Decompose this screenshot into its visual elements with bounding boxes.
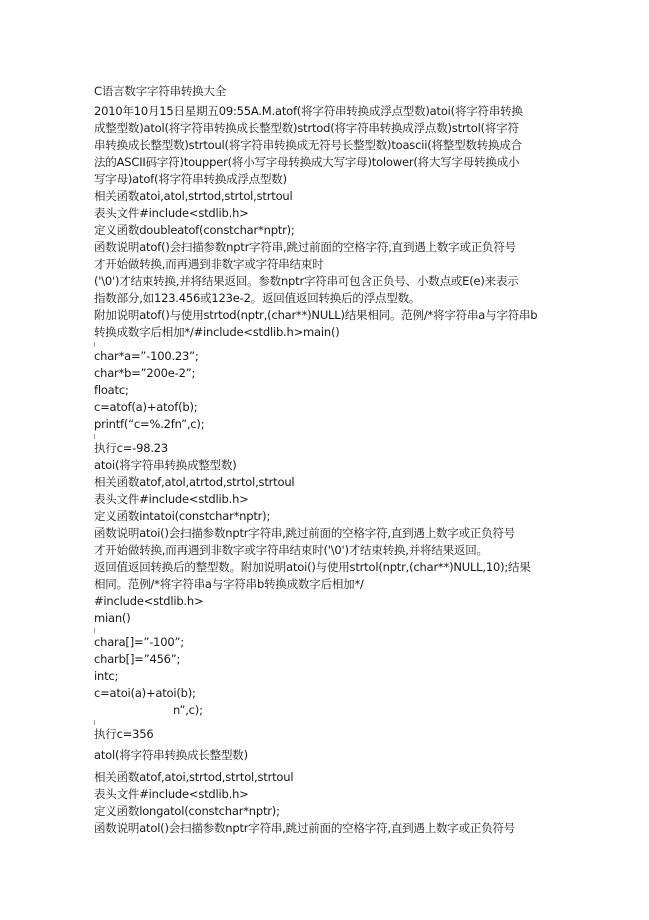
text-line: 定义函数longatol(constchar*nptr); (94, 804, 280, 818)
code-line: c=atoi(a)+atoi(b); (94, 686, 196, 700)
code-line: #include<stdlib.h> (94, 594, 204, 608)
code-line: charb[]=”456”; (94, 652, 181, 666)
code-line: intc; (94, 669, 119, 683)
text-line: 转换成数字后相加*/#include<stdlib.h>main() (94, 325, 340, 339)
text-line: 函数说明atof()会扫描参数nptr字符串,跳过前面的空格字符,直到遇上数字或正负符号 (94, 240, 516, 254)
text-line: 定义函数intatoi(constchar*nptr); (94, 509, 271, 523)
text-line: 法的ASCII码字符)toupper(将小写字母转换成大写字母)tolower(将大写字母转换成小 (94, 155, 520, 169)
code-line: printf(“c=%.2fn”,c); (94, 417, 205, 431)
text-line: 才开始做转换,而再遇到非数字或字符串结束时 (94, 257, 324, 271)
code-line: chara[]=”-100”; (94, 635, 184, 649)
text-line: 串转换成长整型数)strtoul(将字符串转换成无符号长整型数)toascii(将整型数转换成合 (94, 138, 522, 152)
text-line: 函数说明atoi()会扫描参数nptr字符串,跳过前面的空格字符,直到遇上数字或正负符号 (94, 526, 516, 540)
code-line: n”,c); (173, 703, 203, 717)
text-line: ('\0')才结束转换,并将结果返回。参数nptr字符串可包含正负号、小数点或E(e)来表示 (94, 274, 519, 288)
text-line: 成整型数)atol(将字符串转换成长整型数)strtod(将字符串转换成浮点数)strtol(将字符 (94, 121, 519, 135)
tick-mark (94, 720, 95, 725)
text-line: 定义函数doubleatof(constchar*nptr); (94, 223, 295, 237)
section-heading: atol(将字符串转换成长整型数) (94, 748, 248, 762)
text-line: 指数部分,如123.456或123e-2。返回值返回转换后的浮点型数。 (94, 291, 421, 305)
text-line: 附加说明atof()与使用strtod(nptr,(char**)NULL)结果相同。范例/*将字符串a与字符串b (94, 308, 538, 322)
text-line: 相同。范例/*将字符串a与字符串b转换成数字后相加*/ (94, 577, 364, 591)
text-line: 相关函数atof,atol,atrtod,strtol,strtoul (94, 475, 295, 489)
text-line: 写字母)atof(将字符串转换成浮点型数) (94, 172, 287, 186)
text-line: 执行c=356 (94, 727, 154, 741)
text-line: 执行c=-98.23 (94, 441, 169, 455)
text-line: 才开始做转换,而再遇到非数字或字符串结束时('\0')才结束转换,并将结果返回。 (94, 543, 488, 557)
tick-mark (94, 342, 95, 347)
code-line: c=atof(a)+atof(b); (94, 400, 198, 414)
text-line: 表头文件#include<stdlib.h> (94, 492, 249, 506)
text-line: 函数说明atol()会扫描参数nptr字符串,跳过前面的空格字符,直到遇上数字或正负符号 (94, 821, 516, 835)
tick-mark (94, 628, 95, 633)
text-line: 表头文件#include<stdlib.h> (94, 787, 249, 801)
code-line: char*a=”-100.23”; (94, 349, 199, 363)
text-line: 表头文件#include<stdlib.h> (94, 206, 249, 220)
text-line: 2010年10月15日星期五09:55A.M.atof(将字符串转换成浮点型数)atoi(将字符串转换 (94, 104, 523, 118)
text-line: 相关函数atoi,atol,strtod,strtol,strtoul (94, 189, 293, 203)
code-line: char*b=”200e-2”; (94, 366, 196, 380)
text-line: 返回值返回转换后的整型数。附加说明atoi()与使用strtol(nptr,(char**)NULL,10);结果 (94, 560, 531, 574)
section-heading: atoi(将字符串转换成整型数) (94, 458, 237, 472)
code-line: mian() (94, 611, 131, 625)
tick-mark (94, 434, 95, 439)
text-line: 相关函数atof,atoi,strtod,strtol,strtoul (94, 770, 294, 784)
code-line: floatc; (94, 383, 129, 397)
document-title: C语言数字字符串转换大全 (94, 84, 227, 98)
